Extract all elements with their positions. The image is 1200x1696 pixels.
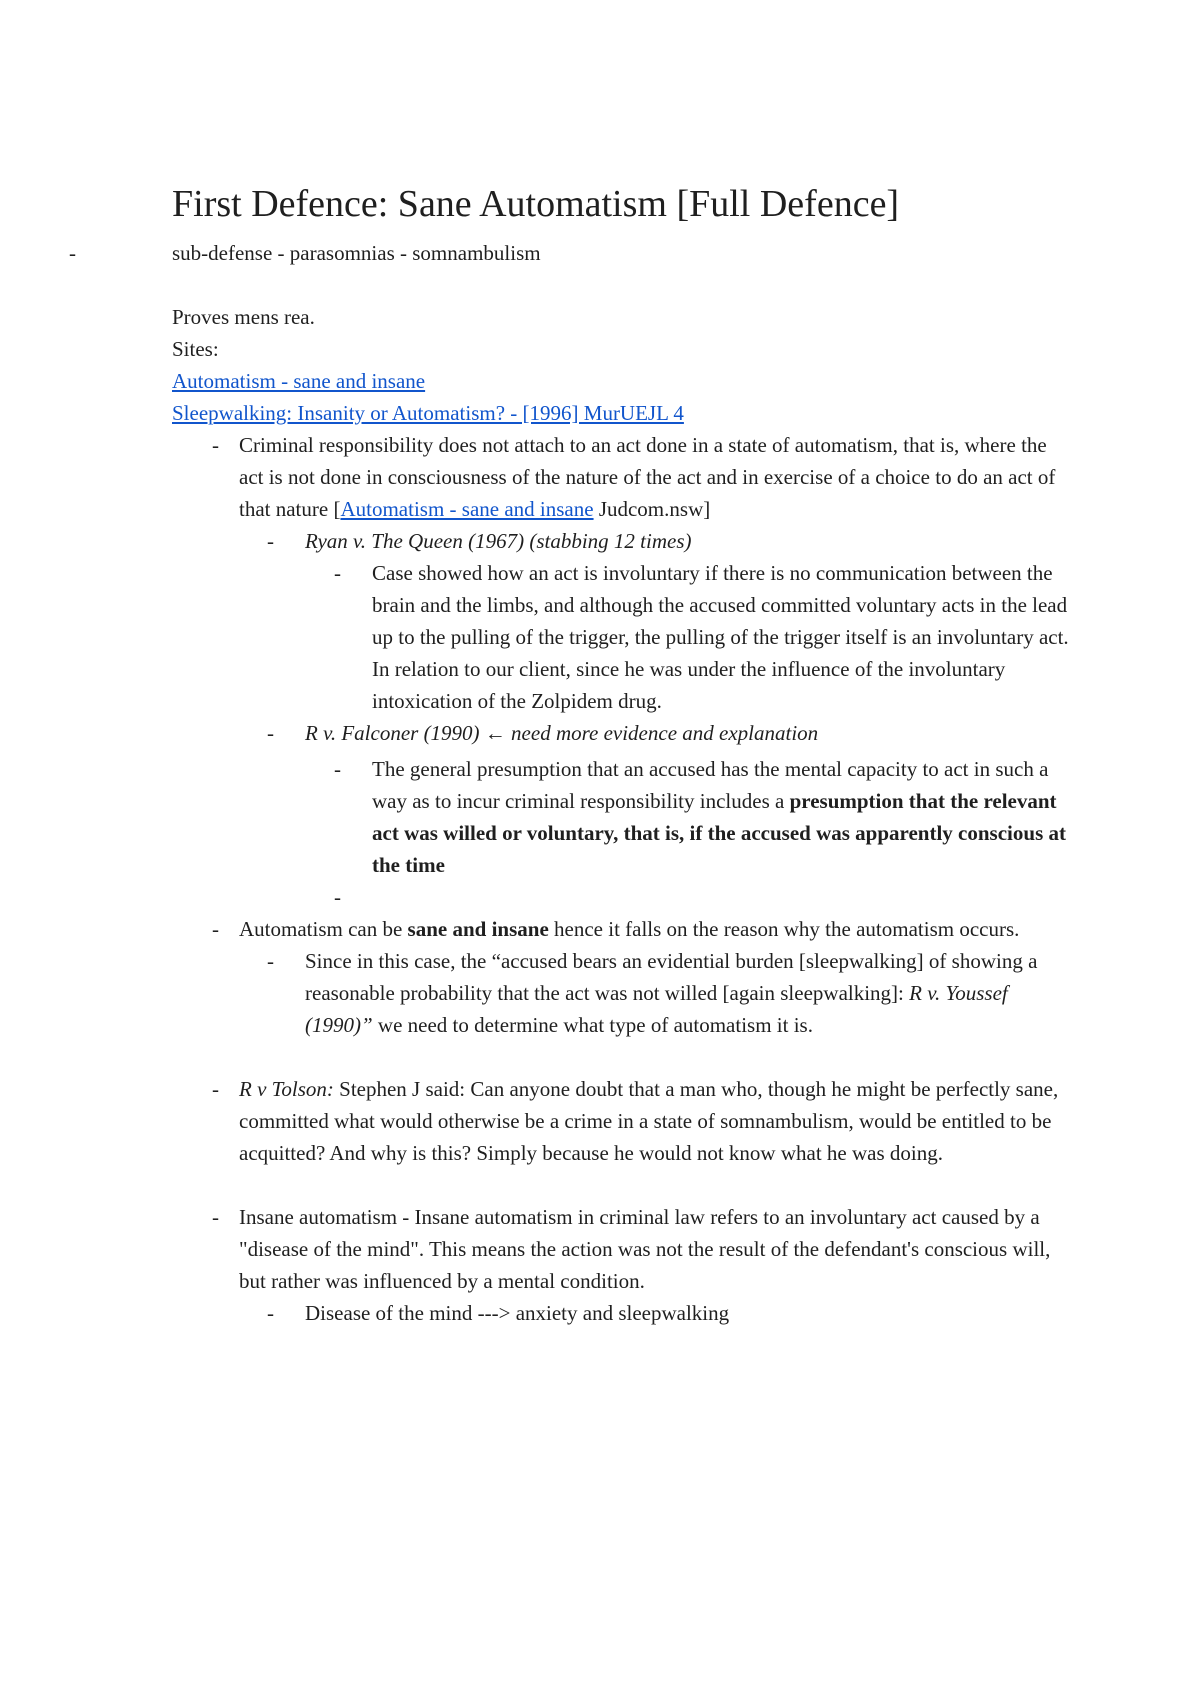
spacer <box>172 269 1072 301</box>
disease-of-mind-item: - Disease of the mind ---> anxiety and sleepwalking <box>305 1297 1072 1329</box>
subdefense-list <box>99 237 1072 269</box>
ryan-detail: - Case showed how an act is involuntary if there is no communication between the brain and the limbs, and although the accused committed voluntary acts in the lead up to the pulling of the trigger, the pulling of the trigger itself is an involuntary act. In relation to our client, since he was under the influence of the involuntary intoxication of the Zolpidem drug. <box>372 557 1072 717</box>
list-item-automatism-sane-insane <box>169 913 1072 1041</box>
list-item-ryan <box>305 525 1072 717</box>
tolson-text: Stephen J said: Can anyone doubt that a man who, though he might be perfectly sane, committed what would otherwise be a crime in a state of somnambulism, would be entitled to be acquitted? And why is this? Simply because he would not know what he was doing. <box>239 1077 1059 1165</box>
youssef-case: R v. Youssef (1990)” <box>305 981 1008 1037</box>
insane-text: Insane automatism - Insane automatism in criminal law refers to an involuntary act caused by a "disease of the mind". This means the action was not the result of the defendant's conscious will, but rather was influenced by a mental condition. <box>239 1205 1051 1293</box>
tolson-case: R v Tolson: <box>239 1077 334 1101</box>
ryan-case-heading: Ryan v. The Queen (1967) (stabbing 12 times) <box>305 529 692 553</box>
falconer-detail-list <box>305 753 1072 913</box>
falconer-case-heading: R v. Falconer (1990) ← need more evidence and explanation <box>305 721 819 745</box>
document-body <box>172 180 1072 1329</box>
falconer-detail-plain: The general presumption that an accused has the mental capacity to act in such a way as to incur criminal responsibility includes a <box>372 757 1049 813</box>
automatism-point-after: hence it falls on the reason why the automatism occurs. <box>548 917 1020 941</box>
list-item-falconer <box>305 717 1072 913</box>
list-item-criminal-responsibility <box>169 429 1072 913</box>
list-item-tolson <box>169 1073 1072 1169</box>
automatism-sub-list <box>239 945 1072 1041</box>
criminal-text-after: Judcom.nsw] <box>593 497 711 521</box>
page-title: First Defence: Sane Automatism [Full Defence] <box>172 183 900 225</box>
criminal-text-before: Criminal responsibility does not attach to an act done in a state of automatism, that is, where the act is not done in consciousness of the nature of the act and in exercise of a choice to do an act of that nature [ <box>239 433 1056 521</box>
main-list <box>169 429 1072 1329</box>
insane-sub-list <box>239 1297 1072 1329</box>
proves-line: Proves mens rea. <box>172 305 315 329</box>
sleepwalking-link[interactable]: Sleepwalking: Insanity or Automatism? - [1996] MurUEJL 4 <box>172 401 684 425</box>
list-item-evidential-burden <box>305 945 1072 1041</box>
ryan-detail-list <box>305 557 1072 717</box>
case-list <box>239 525 1072 913</box>
sites-label: Sites: <box>172 337 219 361</box>
list-item-insane-automatism <box>169 1201 1072 1329</box>
subdefense-item: - sub-defense - parasomnias - somnambulism <box>99 237 1072 269</box>
falconer-detail <box>372 753 1072 881</box>
automatism-inline-link[interactable]: Automatism - sane and insane <box>340 497 594 521</box>
automatism-point-bold: sane and insane <box>407 917 549 941</box>
falconer-detail-bold: presumption that the relevant act was willed or voluntary, that is, if the accused was apparently conscious at the time <box>372 789 1066 877</box>
empty-bullet <box>372 881 1072 913</box>
automatism-link[interactable]: Automatism - sane and insane <box>172 369 426 393</box>
since-before: Since in this case, the “accused bears an evidential burden [sleepwalking] of showing a reasonable probability that the act was not willed [again sleepwalking]: <box>305 949 1038 1005</box>
automatism-point-before: Automatism can be <box>239 917 408 941</box>
since-after: we need to determine what type of automatism it is. <box>372 1013 813 1037</box>
